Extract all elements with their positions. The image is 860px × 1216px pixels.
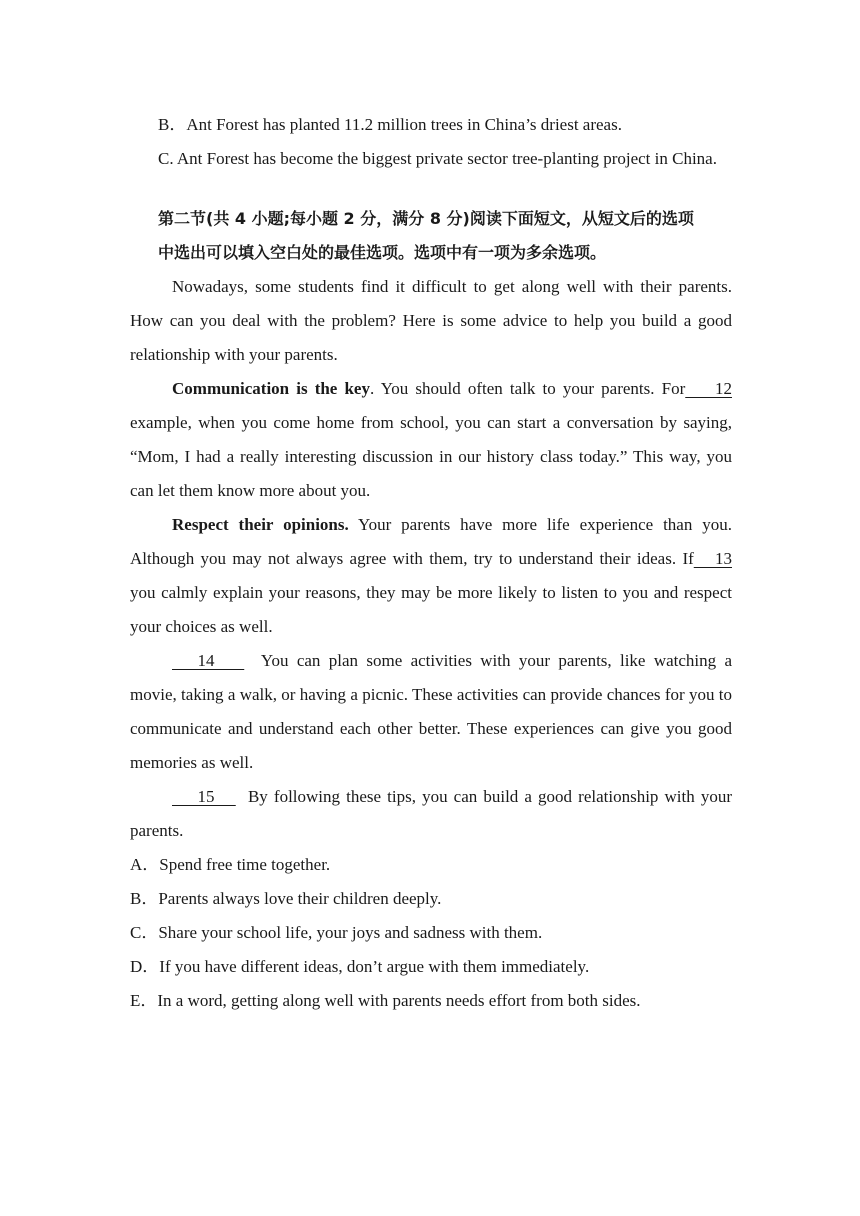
paragraph-text: By following these tips, you can build a good relationship with your parents. (130, 787, 733, 840)
paragraph-text: Your parents have more life experience than you. Although you may not always agree with them, try to understand their ideas. (130, 515, 733, 568)
blank-12: 12 (715, 379, 732, 398)
section-heading (130, 202, 732, 270)
blank-13: 13 (715, 549, 732, 568)
passage-paragraph-respect (130, 508, 732, 644)
answer-option-c: C．Share your school life, your joys and sadness with them. (130, 923, 543, 942)
option-c-top: C. Ant Forest has become the biggest private sector tree-planting project in China. (158, 149, 717, 168)
answer-option-a: A．Spend free time together. (130, 855, 331, 874)
blank-15: 15 (197, 787, 215, 806)
paragraph-text: You can plan some activities with your parents, like watching a movie, taking a walk, or having a picnic. These activities can provide chances for you to communicate and understand each other better. These experiences can give you good memories as well. (130, 651, 733, 772)
paragraph-text: If you calmly explain your reasons, they may be more likely to listen to you and respect your choices as well. (130, 549, 732, 636)
paragraph-text: For example, when you come home from school, you can start a conversation by saying, “Mom, I had a really interesting discussion in our history class today.” This way, you can let them know more about you. (130, 379, 732, 500)
passage-paragraph-activities (130, 644, 732, 780)
section-heading-line-1: 第二节(共 4 小题;每小题 2 分，满分 8 分)阅读下面短文，从短文后的选项 (158, 209, 694, 228)
answer-options (130, 848, 732, 1018)
blank-14: 14 (197, 651, 215, 670)
paragraph-title-communication: Communication is the key (172, 379, 370, 398)
option-b-top: B．Ant Forest has planted 11.2 million trees in China’s driest areas. (158, 115, 622, 134)
passage-paragraph-conclusion (130, 780, 732, 848)
paragraph-title-respect: Respect their opinions. (172, 515, 349, 534)
passage-intro: Nowadays, some students find it difficult to get along well with their parents. How can you deal with the problem? Here is some advice to help you build a good relationship with your parents. (130, 277, 732, 364)
passage-paragraph-communication (130, 372, 732, 508)
answer-option-b: B．Parents always love their children deeply. (130, 889, 442, 908)
paragraph-text: . You should often talk to your parents. (369, 379, 655, 398)
answer-option-d: D．If you have different ideas, don’t argue with them immediately. (130, 957, 590, 976)
document-page (130, 108, 732, 1018)
section-heading-line-2: 中选出可以填入空白处的最佳选项。选项中有一项为多余选项。 (158, 243, 607, 262)
answer-option-e: E．In a word, getting along well with parents needs effort from both sides. (130, 991, 641, 1010)
